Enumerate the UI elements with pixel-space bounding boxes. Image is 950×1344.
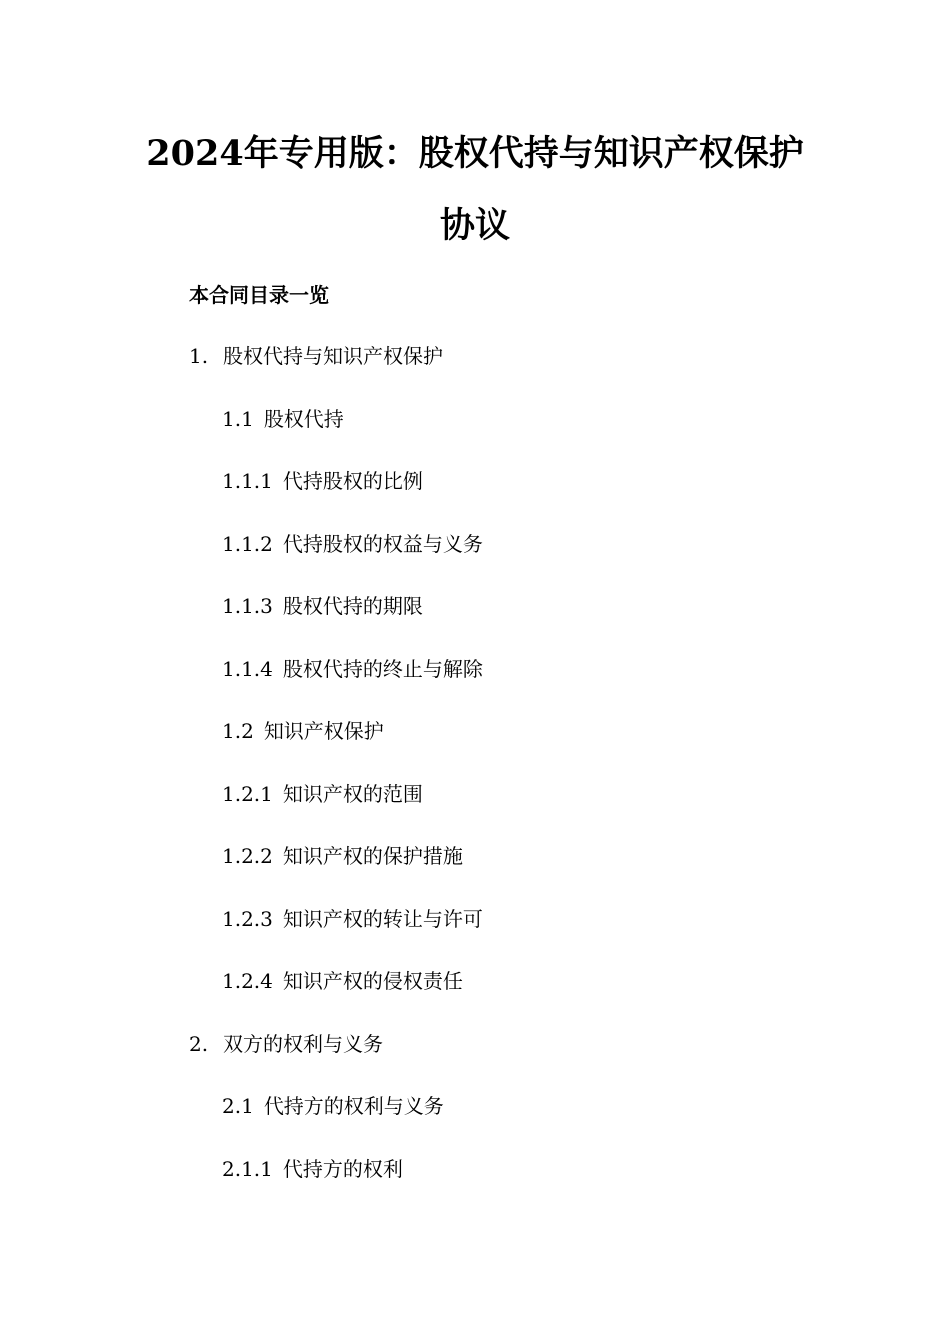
document-title-line-1: 2024年专用版：股权代持与知识产权保护 bbox=[146, 133, 804, 174]
toc-item bbox=[222, 659, 483, 679]
toc-item-number: 1.1.1 bbox=[222, 469, 273, 493]
toc-item-text: 股权代持的期限 bbox=[282, 594, 423, 618]
toc-item bbox=[222, 846, 463, 866]
toc-item-text: 双方的权利与义务 bbox=[223, 1032, 383, 1056]
toc-item-number: 1.1.3 bbox=[222, 594, 273, 618]
toc-item-text: 股权代持与知识产权保护 bbox=[223, 344, 443, 368]
toc-item-text: 知识产权的转让与许可 bbox=[282, 907, 483, 931]
toc-item-number: 1.2.2 bbox=[222, 844, 273, 868]
toc-item bbox=[189, 1034, 383, 1054]
toc-item bbox=[222, 471, 423, 491]
toc-item-text: 股权代持 bbox=[263, 407, 344, 431]
toc-item-number: 2.1.1 bbox=[222, 1157, 273, 1181]
toc-item-text: 代持股权的权益与义务 bbox=[282, 532, 483, 556]
toc-item-number: 2.1 bbox=[222, 1094, 254, 1118]
toc-item-number: 1.2.3 bbox=[222, 907, 273, 931]
toc-item-number: 1.2 bbox=[222, 719, 254, 743]
toc-item-text: 知识产权的范围 bbox=[282, 782, 423, 806]
toc-item bbox=[189, 346, 443, 366]
toc-item-number: 1.2.4 bbox=[222, 969, 273, 993]
toc-item-number: 1. bbox=[189, 344, 209, 368]
toc-item bbox=[222, 409, 344, 429]
toc-item bbox=[222, 1159, 403, 1179]
toc-item-text: 代持股权的比例 bbox=[282, 469, 423, 493]
toc-item bbox=[222, 909, 483, 929]
toc-item-number: 2. bbox=[189, 1032, 209, 1056]
toc-item-number: 1.1 bbox=[222, 407, 254, 431]
toc-item bbox=[222, 534, 483, 554]
toc-item-text: 代持方的权利 bbox=[282, 1157, 403, 1181]
toc-item-text: 知识产权保护 bbox=[263, 719, 384, 743]
toc-item-number: 1.2.1 bbox=[222, 782, 273, 806]
toc-item-number: 1.1.2 bbox=[222, 532, 273, 556]
toc-item-text: 代持方的权利与义务 bbox=[263, 1094, 444, 1118]
toc-item bbox=[222, 596, 423, 616]
document-title-line-2: 协议 bbox=[439, 205, 510, 246]
toc-item bbox=[222, 1096, 444, 1116]
toc-item-text: 股权代持的终止与解除 bbox=[282, 657, 483, 681]
toc-item-text: 知识产权的保护措施 bbox=[282, 844, 463, 868]
toc-heading: 本合同目录一览 bbox=[189, 283, 329, 307]
toc-item bbox=[222, 971, 463, 991]
toc-item-text: 知识产权的侵权责任 bbox=[282, 969, 463, 993]
toc-item-number: 1.1.4 bbox=[222, 657, 273, 681]
toc-item bbox=[222, 784, 423, 804]
toc-item bbox=[222, 721, 384, 741]
